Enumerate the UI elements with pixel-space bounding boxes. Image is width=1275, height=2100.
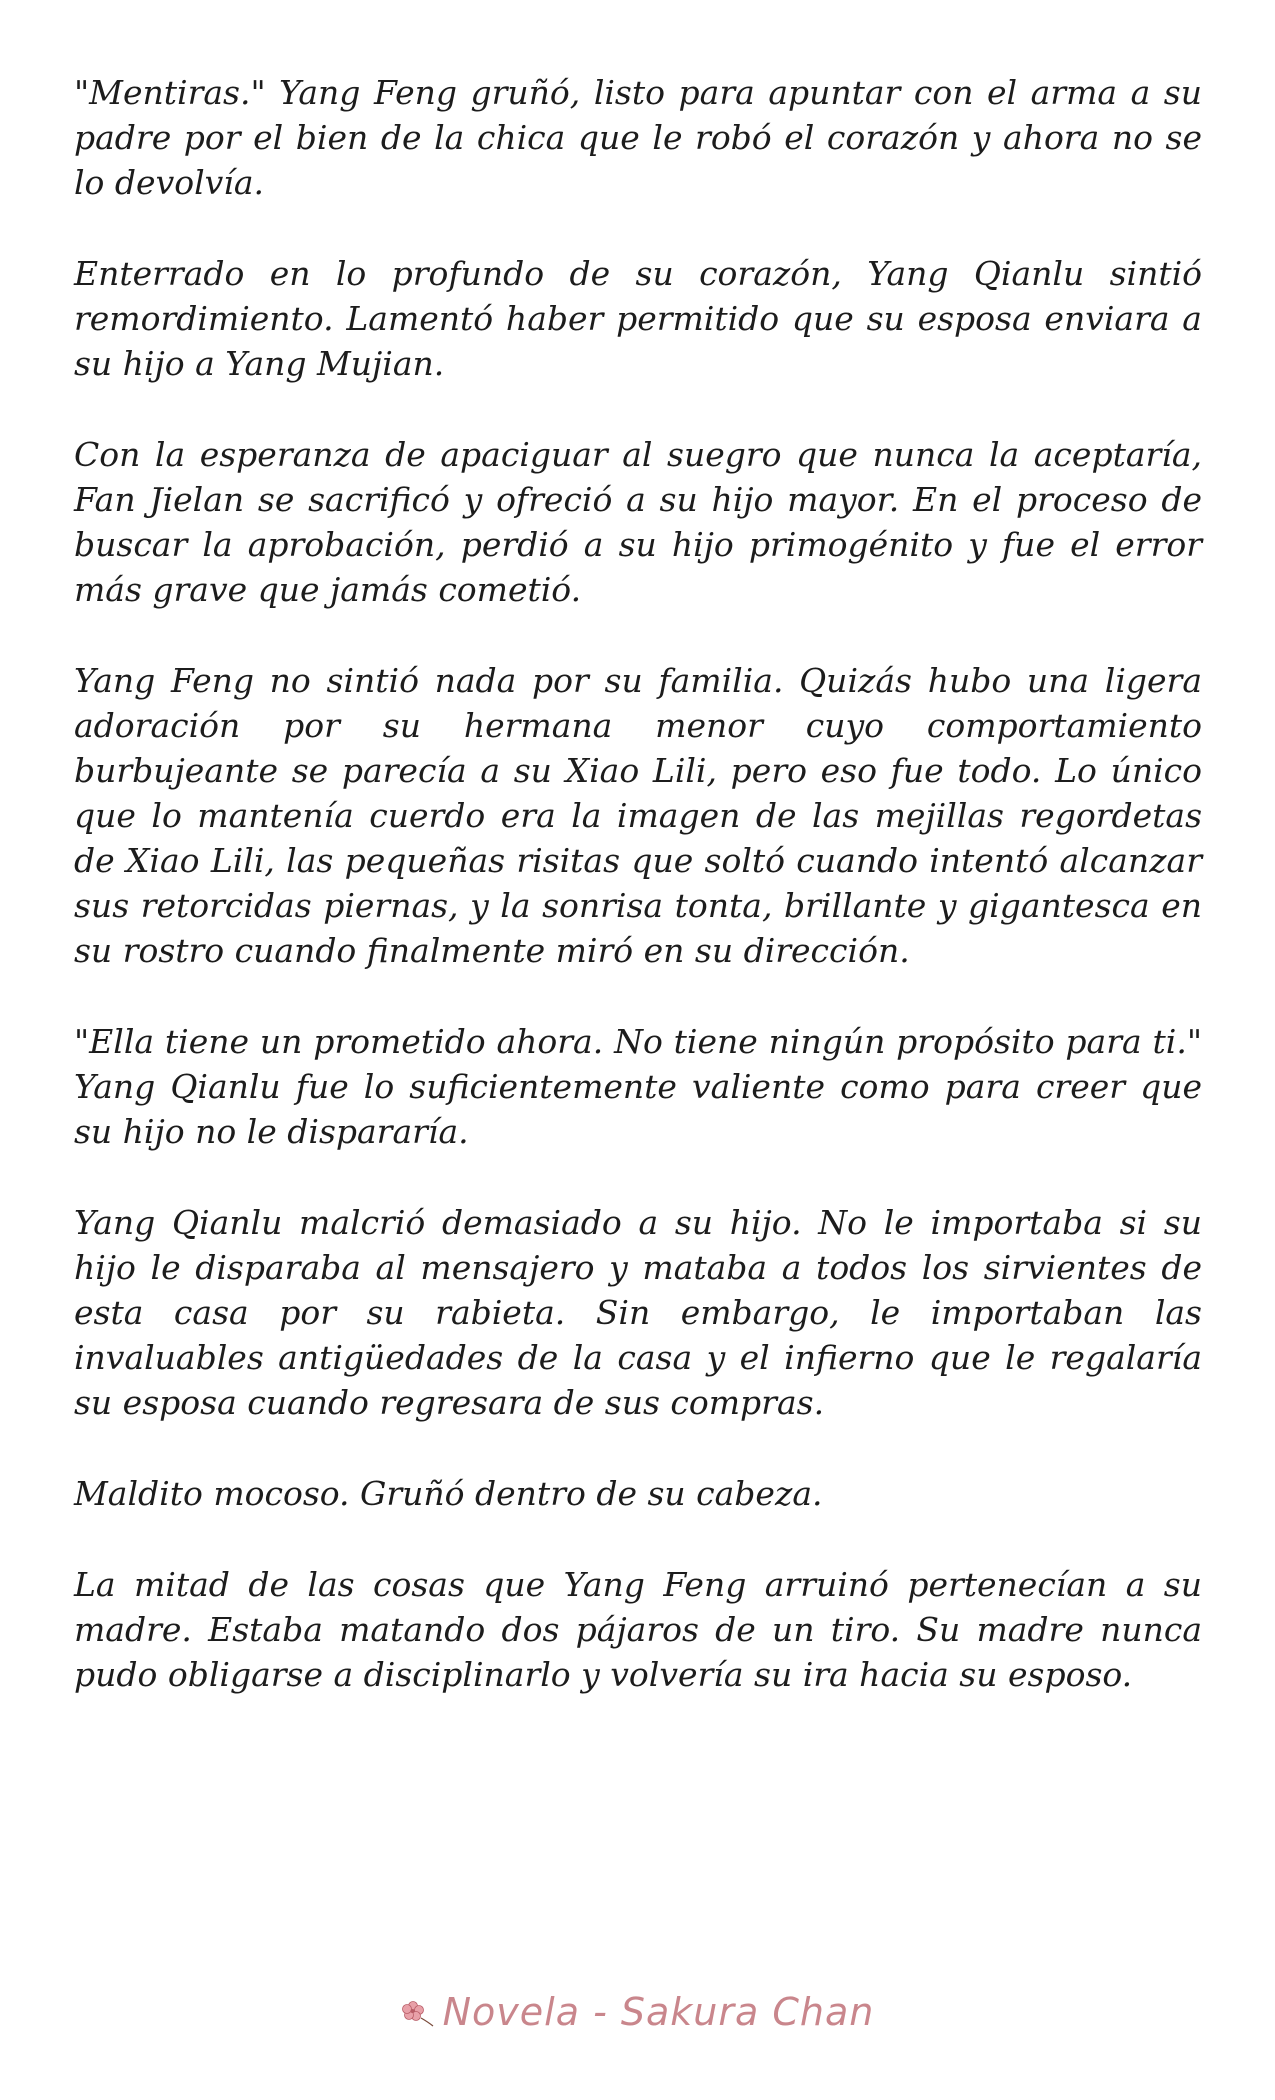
paragraph-6: Yang Qianlu malcrió demasiado a su hijo. No le importaba si su hijo le disparaba al mensajero y mataba a todos los sirvientes de esta casa por su rabieta. Sin embargo, le importaban las invaluables antigüedades de la casa y el infierno que le regalaría su esposa cuando regresara de sus compras. <box>74 1203 1202 1422</box>
paragraph-2: Enterrado en lo profundo de su corazón, Yang Qianlu sintió remordimiento. Lamentó haber permitido que su esposa enviara a su hijo a Yang Mujian. <box>74 254 1202 383</box>
document-body <box>74 70 1202 1743</box>
paragraph-8: La mitad de las cosas que Yang Feng arruinó pertenecían a su madre. Estaba matando dos pájaros de un tiro. Su madre nunca pudo obligarse a disciplinarlo y volvería su ira hacia su esposo. <box>74 1565 1202 1694</box>
watermark <box>0 1990 1275 2037</box>
paragraph-5: "Ella tiene un prometido ahora. No tiene ningún propósito para ti." Yang Qianlu fue lo suficientemente valiente como para creer que su hijo no le dispararía. <box>74 1022 1202 1151</box>
sakura-flower-icon <box>401 1993 435 2037</box>
paragraph-4: Yang Feng no sintió nada por su familia. Quizás hubo una ligera adoración por su hermana menor cuyo comportamiento burbujeante se parecía a su Xiao Lili, pero eso fue todo. Lo único que lo mantenía cuerdo era la imagen de las mejillas regordetas de Xiao Lili, las pequeñas risitas que soltó cuando intentó alcanzar sus retorcidas piernas, y la sonrisa tonta, brillante y gigantesca en su rostro cuando finalmente miró en su dirección. <box>74 661 1202 970</box>
paragraph-3: Con la esperanza de apaciguar al suegro que nunca la aceptaría, Fan Jielan se sacrificó y ofreció a su hijo mayor. En el proceso de buscar la aprobación, perdió a su hijo primogénito y fue el error más grave que jamás cometió. <box>74 435 1202 609</box>
paragraph-7: Maldito mocoso. Gruñó dentro de su cabeza. <box>74 1474 823 1513</box>
paragraph-1: "Mentiras." Yang Feng gruñó, listo para apuntar con el arma a su padre por el bien de la chica que le robó el corazón y ahora no se lo devolvía. <box>74 73 1202 202</box>
watermark-text: Novela - Sakura Chan <box>442 1990 875 2034</box>
